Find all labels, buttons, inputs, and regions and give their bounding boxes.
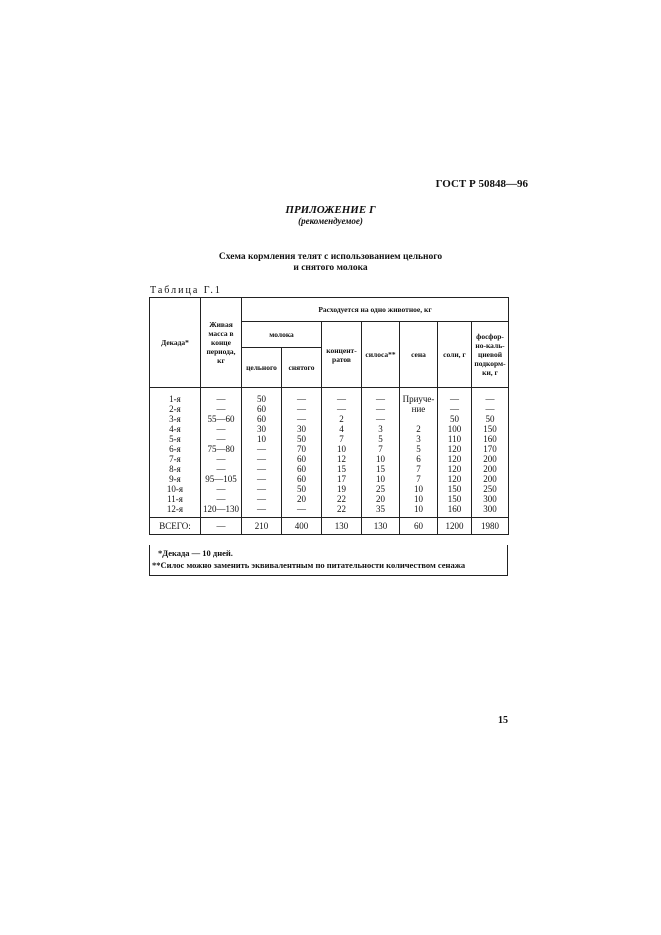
table-cell: 60 — [282, 454, 322, 464]
table-cell: ВСЕГО: — [150, 518, 201, 535]
table-cell: 30 — [282, 424, 322, 434]
table-cell: 10 — [400, 494, 438, 504]
table-cell: 7 — [322, 434, 362, 444]
table-cell: 5 — [400, 444, 438, 454]
table-cell: 60 — [242, 404, 282, 414]
table-cell: 200 — [472, 464, 509, 474]
table-cell: 160 — [472, 434, 509, 444]
feeding-table-wrap — [149, 297, 508, 535]
table-row — [150, 434, 509, 444]
table-row — [150, 474, 509, 484]
table-cell: 60 — [400, 518, 438, 535]
table-cell: 6 — [400, 454, 438, 464]
header-skim-milk: снятого — [282, 348, 322, 388]
table-cell: 2-я — [150, 404, 201, 414]
table-cell: 15 — [362, 464, 400, 474]
table-cell: 95—105 — [201, 474, 242, 484]
table-cell: — — [242, 454, 282, 464]
header-salt: соли, г — [438, 322, 472, 388]
table-cell: 3 — [362, 424, 400, 434]
table-row — [150, 444, 509, 454]
table-total-row — [150, 518, 509, 535]
table-cell: 7 — [400, 464, 438, 474]
table-cell: 20 — [362, 494, 400, 504]
table-cell: 200 — [472, 474, 509, 484]
appendix-title: ПРИЛОЖЕНИЕ Г — [285, 204, 376, 216]
feeding-table — [149, 297, 509, 535]
table-cell: — — [201, 424, 242, 434]
table-row — [150, 504, 509, 518]
table-cell: — — [282, 414, 322, 424]
table-cell: 7-я — [150, 454, 201, 464]
table-cell: — — [322, 404, 362, 414]
table-cell: 5-я — [150, 434, 201, 444]
table-cell: — — [282, 404, 322, 414]
table-cell: 4-я — [150, 424, 201, 434]
table-cell: — — [322, 388, 362, 405]
table-cell: 160 — [438, 504, 472, 518]
table-cell: 30 — [242, 424, 282, 434]
table-cell: 1-я — [150, 388, 201, 405]
table-cell: 11-я — [150, 494, 201, 504]
table-cell: — — [201, 464, 242, 474]
table-cell: 150 — [438, 484, 472, 494]
table-cell: 120 — [438, 464, 472, 474]
table-cell: 22 — [322, 494, 362, 504]
table-cell: 15 — [322, 464, 362, 474]
table-cell: — — [282, 388, 322, 405]
table-cell: 7 — [400, 474, 438, 484]
table-cell: 120 — [438, 474, 472, 484]
table-cell: — — [201, 518, 242, 535]
table-cell: — — [472, 388, 509, 405]
table-row — [150, 484, 509, 494]
table-cell: — — [438, 404, 472, 414]
scheme-title — [0, 252, 661, 274]
table-cell: 17 — [322, 474, 362, 484]
table-cell: — — [201, 494, 242, 504]
header-silage: силоса** — [362, 322, 400, 388]
table-row — [150, 464, 509, 474]
table-cell: 10 — [242, 434, 282, 444]
table-cell: 20 — [282, 494, 322, 504]
page-number: 15 — [498, 715, 508, 726]
table-cell: 1200 — [438, 518, 472, 535]
table-cell: 5 — [362, 434, 400, 444]
table-cell: 2 — [400, 424, 438, 434]
scheme-title-line1: Схема кормления телят с использованием цельного — [218, 252, 443, 262]
table-cell: 6-я — [150, 444, 201, 454]
header-hay: сена — [400, 322, 438, 388]
document-code: ГОСТ Р 50848—96 — [435, 178, 528, 190]
table-cell: — — [282, 504, 322, 518]
appendix-subtitle: (рекомендуемое) — [298, 216, 363, 226]
header-concentrates: концент-ратов — [322, 322, 362, 388]
table-cell: 70 — [282, 444, 322, 454]
table-cell: — — [242, 484, 282, 494]
table-cell: 300 — [472, 494, 509, 504]
table-cell: — — [362, 414, 400, 424]
table-cell: 19 — [322, 484, 362, 494]
table-cell: 4 — [322, 424, 362, 434]
table-cell: 60 — [282, 464, 322, 474]
table-cell: — — [362, 404, 400, 414]
table-cell: 400 — [282, 518, 322, 535]
table-cell: 10 — [400, 504, 438, 518]
table-cell: 50 — [282, 484, 322, 494]
table-cell: Приуче- — [400, 388, 438, 405]
table-cell: 50 — [282, 434, 322, 444]
table-cell: 3-я — [150, 414, 201, 424]
table-label: Таблица Г.1 — [150, 285, 222, 296]
table-cell: 2 — [322, 414, 362, 424]
table-cell: 150 — [438, 494, 472, 504]
table-cell: 250 — [472, 484, 509, 494]
table-cell: 200 — [472, 454, 509, 464]
table-cell: — — [242, 464, 282, 474]
table-row — [150, 404, 509, 414]
header-mass: Живая масса в конце периода, кг — [201, 298, 242, 388]
table-cell: 150 — [472, 424, 509, 434]
table-row — [150, 388, 509, 405]
table-cell: — — [201, 434, 242, 444]
table-cell: 35 — [362, 504, 400, 518]
table-cell: — — [201, 388, 242, 405]
table-cell: 130 — [322, 518, 362, 535]
table-row — [150, 494, 509, 504]
table-cell: 22 — [322, 504, 362, 518]
table-cell: 60 — [282, 474, 322, 484]
table-cell: — — [472, 404, 509, 414]
table-cell: — — [201, 454, 242, 464]
table-cell: 9-я — [150, 474, 201, 484]
table-row — [150, 454, 509, 464]
table-cell — [400, 414, 438, 424]
table-cell: 10 — [322, 444, 362, 454]
table-cell: — — [201, 404, 242, 414]
note-dekada: *Декада — 10 дней. — [158, 548, 233, 558]
table-cell: 75—80 — [201, 444, 242, 454]
table-cell: 50 — [438, 414, 472, 424]
table-cell: 300 — [472, 504, 509, 518]
table-cell: — — [362, 388, 400, 405]
table-cell: 170 — [472, 444, 509, 454]
table-row — [150, 424, 509, 434]
table-cell: 60 — [242, 414, 282, 424]
table-cell: 120 — [438, 444, 472, 454]
table-cell: 10 — [362, 474, 400, 484]
table-cell: 210 — [242, 518, 282, 535]
table-cell: 12-я — [150, 504, 201, 518]
table-cell: 12 — [322, 454, 362, 464]
table-notes — [149, 545, 508, 576]
table-cell: 55—60 — [201, 414, 242, 424]
header-milk: молока — [242, 322, 322, 348]
table-cell: 110 — [438, 434, 472, 444]
table-cell: 50 — [472, 414, 509, 424]
table-cell: 130 — [362, 518, 400, 535]
table-cell: ние — [400, 404, 438, 414]
table-cell: 50 — [242, 388, 282, 405]
header-dekada: Декада* — [150, 298, 201, 388]
table-cell: 10-я — [150, 484, 201, 494]
table-cell: 7 — [362, 444, 400, 454]
table-cell: 10 — [362, 454, 400, 464]
table-cell: — — [242, 444, 282, 454]
table-cell: — — [242, 494, 282, 504]
table-cell: — — [242, 504, 282, 518]
table-cell: 3 — [400, 434, 438, 444]
note-silage: **Силос можно заменить эквивалентным по питательности количеством сенажа — [152, 560, 466, 570]
table-row — [150, 414, 509, 424]
table-cell: 10 — [400, 484, 438, 494]
table-cell: 120 — [438, 454, 472, 464]
table-cell: 25 — [362, 484, 400, 494]
table-cell: — — [201, 484, 242, 494]
header-whole-milk: цельного — [242, 348, 282, 388]
scheme-title-line2: и снятого молока — [293, 263, 368, 273]
table-cell: 1980 — [472, 518, 509, 535]
header-phosphorus: фосфор-но-каль-циевой подкорм-ки, г — [472, 322, 509, 388]
table-cell: 8-я — [150, 464, 201, 474]
header-consumed: Расходуется на одно животное, кг — [242, 298, 509, 322]
table-cell: — — [438, 388, 472, 405]
table-cell: — — [242, 474, 282, 484]
table-cell: 100 — [438, 424, 472, 434]
table-cell: 120—130 — [201, 504, 242, 518]
